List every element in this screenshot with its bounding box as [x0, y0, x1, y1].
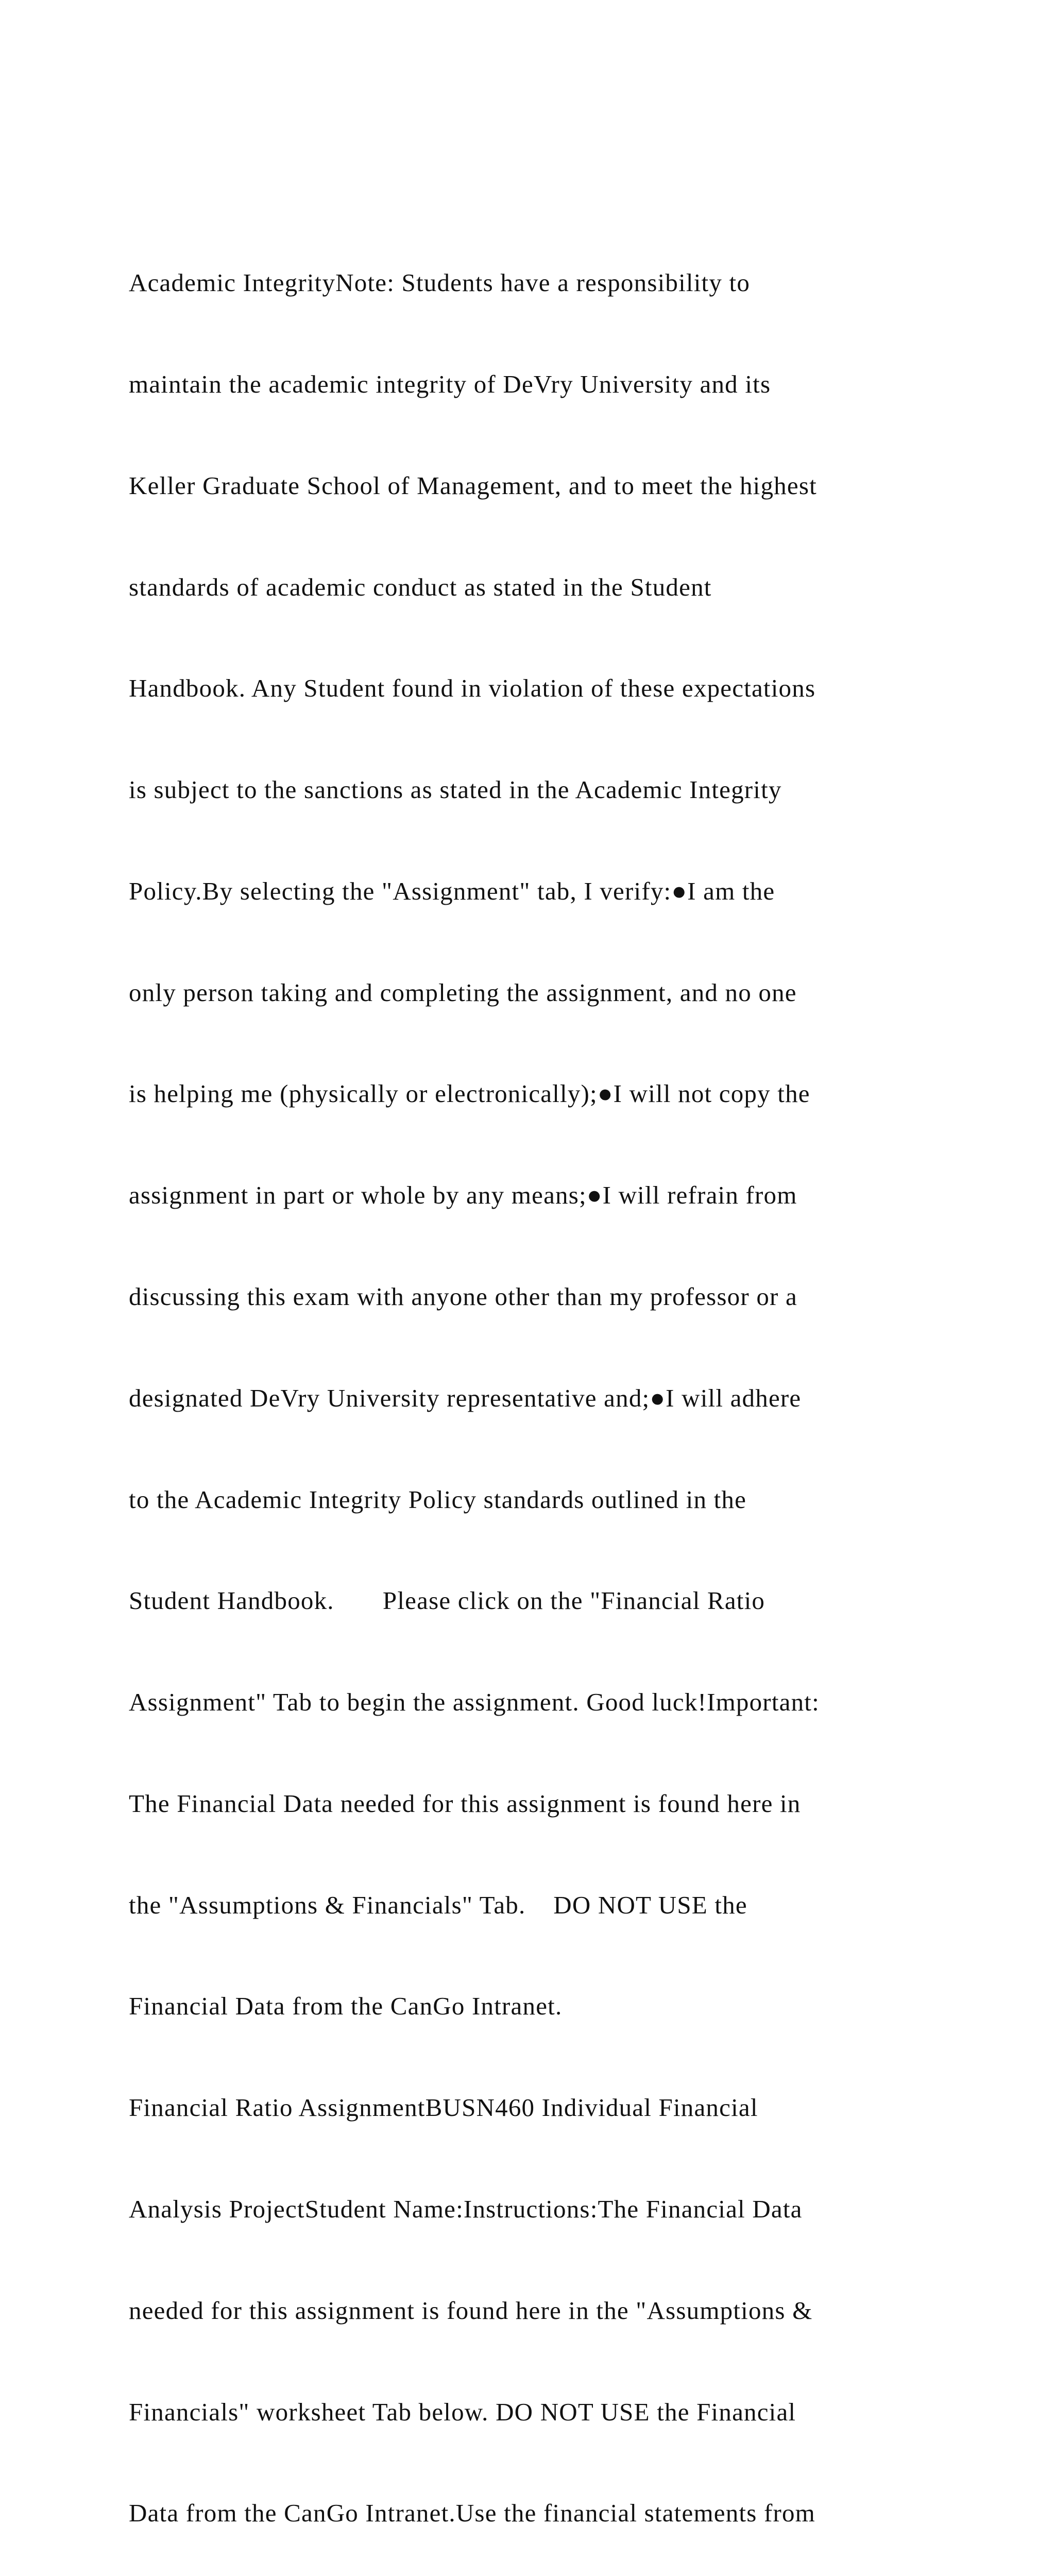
text-line: Assignment" Tab to begin the assignment. Good luck!Important: — [129, 1688, 820, 1717]
text-line: discussing this exam with anyone other than my professor or a — [129, 1282, 797, 1311]
text-line: is subject to the sanctions as stated in the Academic Integrity — [129, 775, 782, 804]
text-line: Data from the CanGo Intranet.Use the financial statements from — [129, 2499, 815, 2528]
text-line: Policy.By selecting the "Assignment" tab, I verify:●I am the — [129, 876, 775, 905]
text-line: needed for this assignment is found here in the "Assumptions & — [129, 2296, 813, 2325]
text-line: is helping me (physically or electronically);●I will not copy the — [129, 1079, 810, 1108]
text-line: Financials" worksheet Tab below. DO NOT USE the Financial — [129, 2397, 796, 2426]
text-line: Financial Data from the CanGo Intranet. — [129, 1992, 563, 2021]
text-line: Analysis ProjectStudent Name:Instructions:The Financial Data — [129, 2195, 803, 2224]
text-line: Academic IntegrityNote: Students have a responsibility to — [129, 268, 751, 297]
text-line: Keller Graduate School of Management, and to meet the highest — [129, 471, 817, 500]
text-line: The Financial Data needed for this assignment is found here in — [129, 1789, 801, 1818]
text-line: Financial Ratio AssignmentBUSN460 Individual Financial — [129, 2093, 758, 2122]
text-line: Student Handbook. Please click on the "Financial Ratio — [129, 1586, 765, 1615]
text-line: assignment in part or whole by any means;●I will refrain from — [129, 1181, 797, 1210]
text-line: only person taking and completing the assignment, and no one — [129, 978, 797, 1007]
text-line: the "Assumptions & Financials" Tab. DO NOT USE the — [129, 1890, 747, 1919]
text-line: maintain the academic integrity of DeVry University and its — [129, 369, 771, 398]
text-line: designated DeVry University representative and;●I will adhere — [129, 1383, 802, 1412]
document-body — [129, 198, 994, 2576]
text-line: to the Academic Integrity Policy standards outlined in the — [129, 1485, 747, 1514]
text-line: standards of academic conduct as stated in the Student — [129, 572, 712, 601]
text-line: Handbook. Any Student found in violation of these expectations — [129, 674, 816, 703]
